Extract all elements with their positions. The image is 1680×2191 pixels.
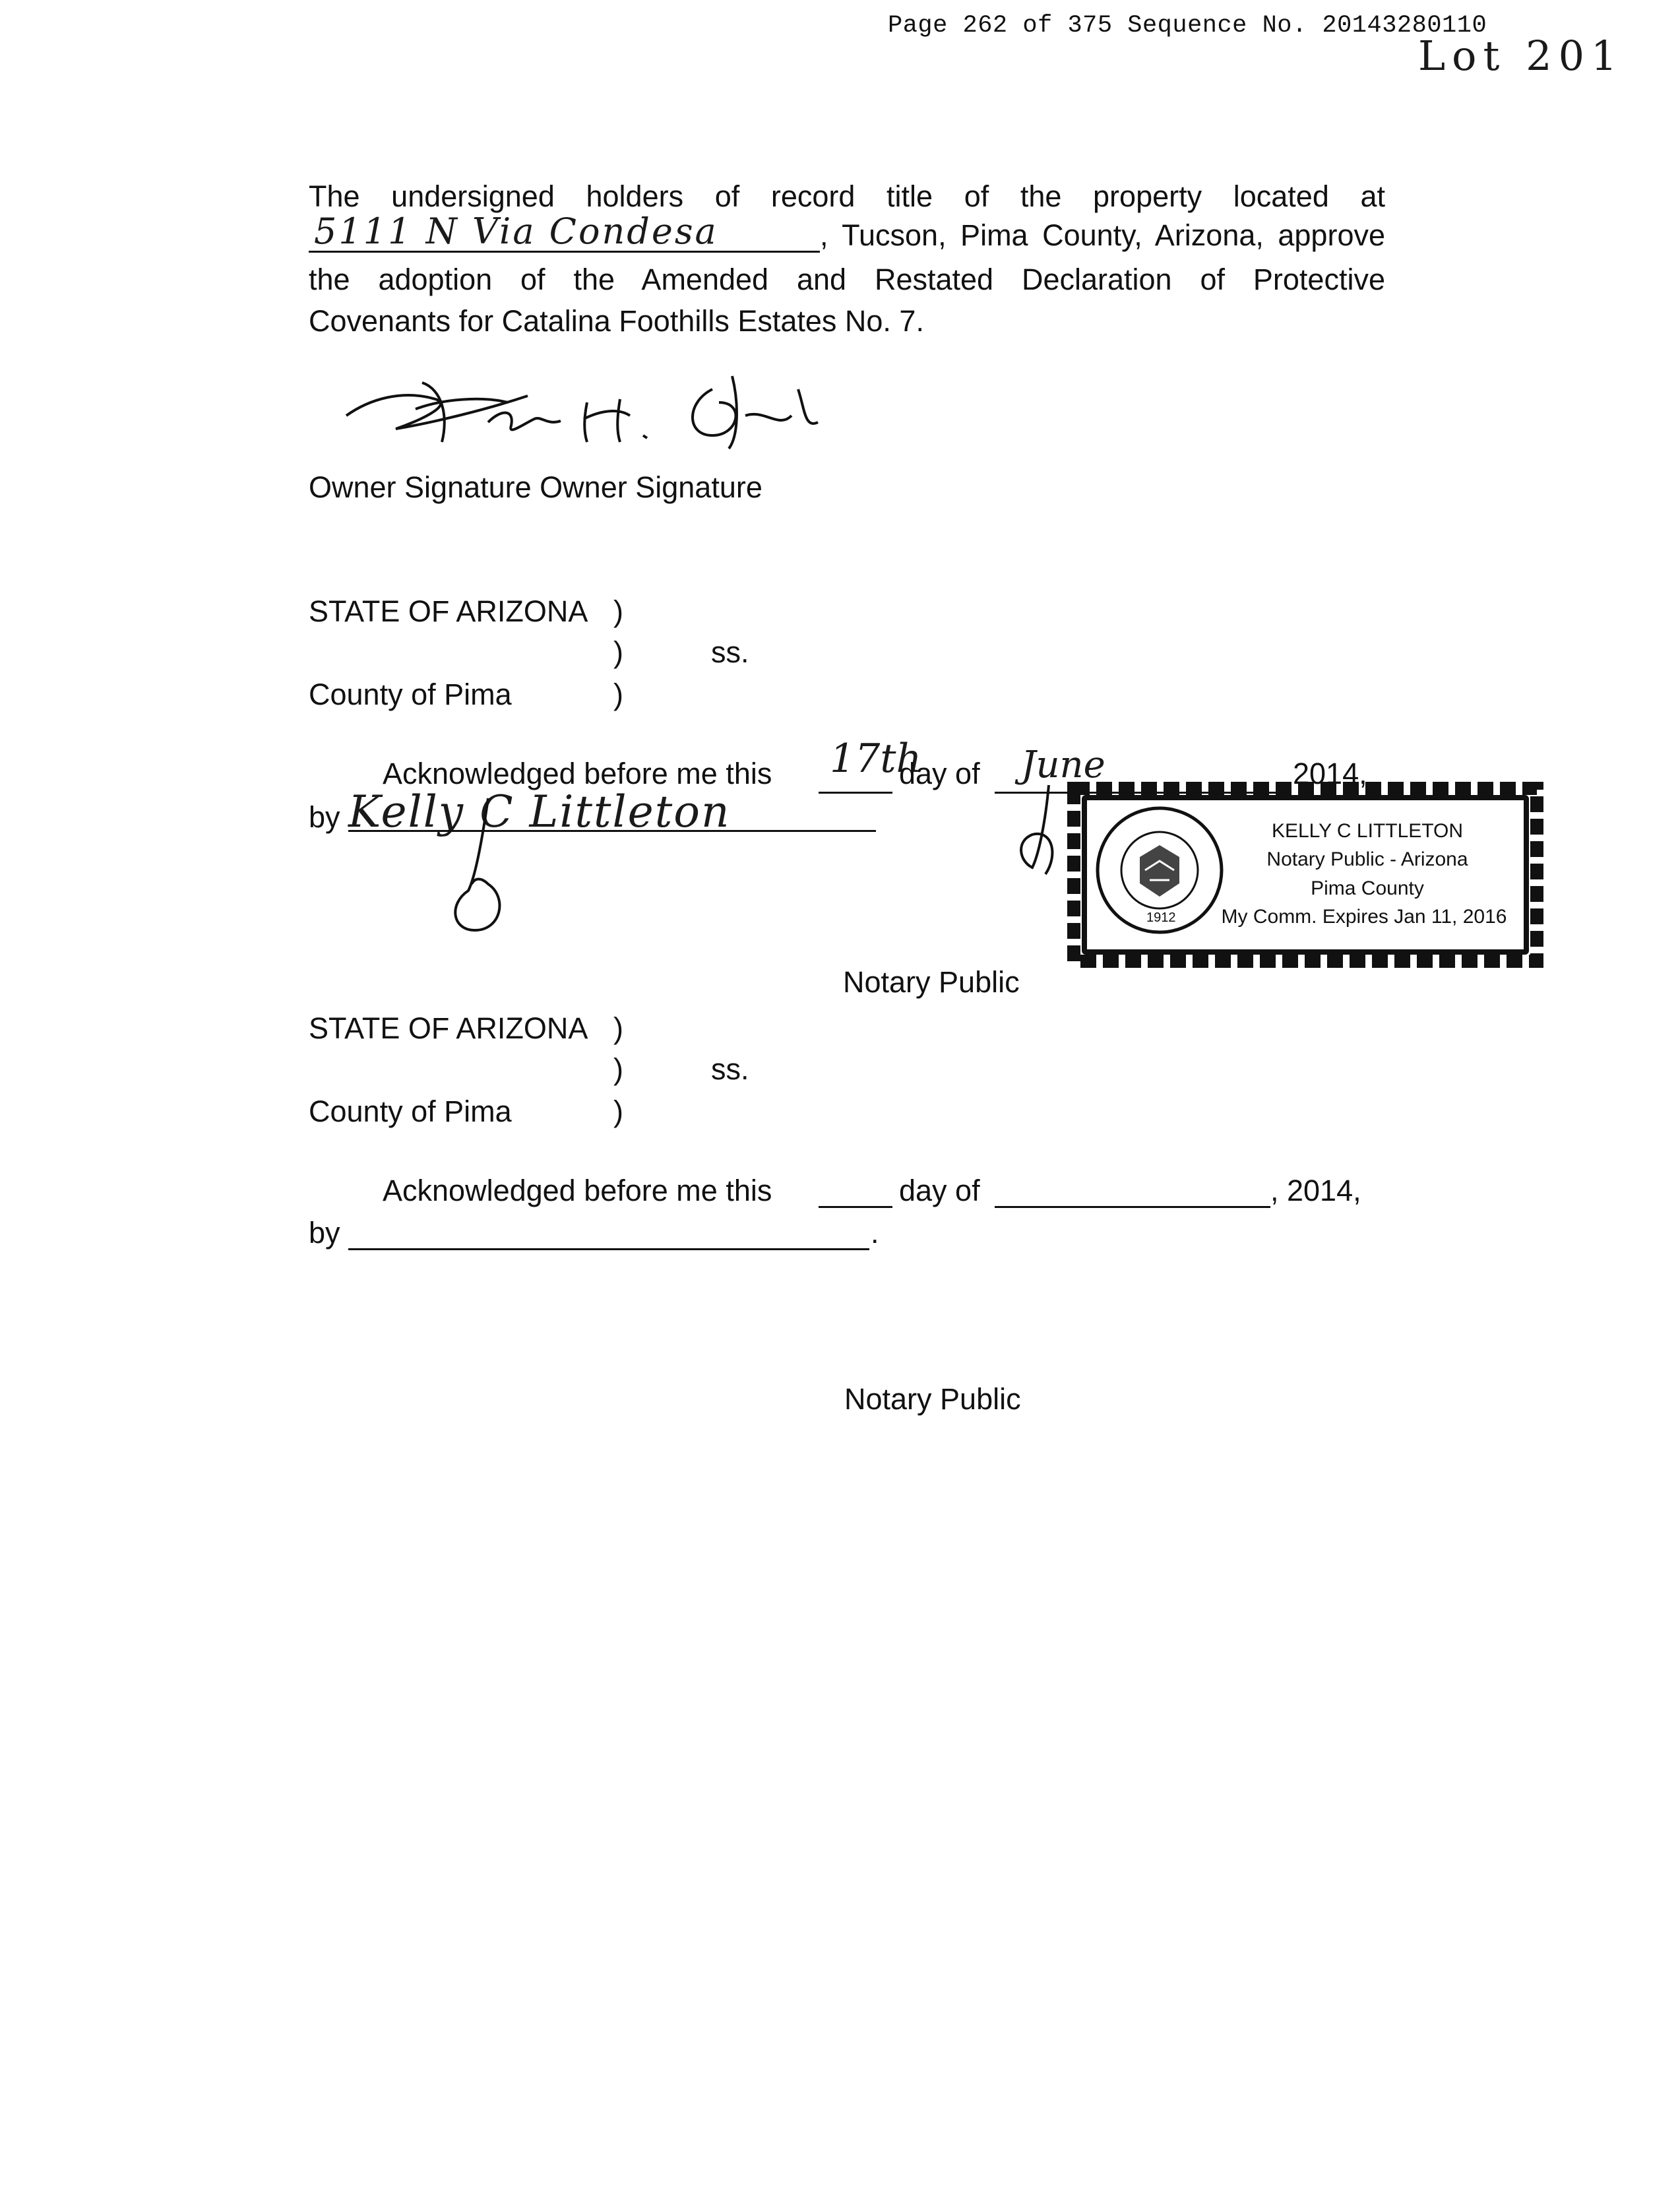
county-label-2: County of Pima (309, 1095, 512, 1128)
paren-2a: ) (613, 1011, 623, 1045)
ack-prefix-2: Acknowledged before me this (383, 1174, 772, 1207)
paren-1a: ) (613, 594, 623, 628)
handwritten-day: 17th (830, 736, 922, 782)
paren-1b: ) (613, 635, 623, 669)
intro-line-4: Covenants for Catalina Foothills Estates No. 7. (309, 304, 924, 338)
by-line-1 (309, 786, 968, 852)
commission-expiry: My Comm. Expires Jan 11, 2016 (1221, 906, 1507, 928)
intro-line-2-rest: , Tucson, Pima County, Arizona, approve (820, 218, 1385, 252)
year-1: 2014, (1293, 757, 1367, 790)
state-label-2: STATE OF ARIZONA (309, 1011, 588, 1045)
day-of-2: day of (899, 1174, 980, 1207)
intro-line-1: The undersigned holders of record title of the property located at (309, 179, 1385, 213)
ack-prefix-1: Acknowledged before me this (383, 757, 772, 790)
paren-1c: ) (613, 678, 623, 711)
lot-number-note: Lot 201 (1418, 32, 1624, 80)
state-label-1: STATE OF ARIZONA (309, 594, 588, 628)
notary-public-label-2: Notary Public (844, 1382, 1021, 1416)
day-of-1: day of (899, 757, 980, 790)
intro-line-2 (309, 210, 1385, 256)
by-underline-2 (348, 1248, 869, 1250)
notary-title: Notary Public - Arizona (1266, 848, 1468, 870)
handwritten-notary-name: Kelly C Littleton (348, 786, 731, 837)
ss-label-2: ss. (711, 1052, 749, 1086)
notary-county: Pima County (1311, 877, 1424, 899)
by-label-1: by (309, 800, 340, 834)
by-label-2: by (309, 1216, 340, 1250)
by-line-2 (309, 1218, 902, 1257)
year-2: , 2014, (1270, 1174, 1361, 1207)
month-underline-2 (995, 1206, 1270, 1208)
day-underline-2 (819, 1206, 892, 1208)
acknowledgment-line-2 (309, 1176, 1390, 1215)
seal-year: 1912 (1146, 910, 1176, 925)
paren-2b: ) (613, 1052, 623, 1086)
month-loop-mark (1012, 782, 1072, 881)
by-underline-1 (348, 830, 876, 832)
paren-2c: ) (613, 1095, 623, 1128)
handwritten-address: 5111 N Via Condesa (314, 210, 718, 252)
owner-signature-label: Owner Signature Owner Signature (309, 470, 762, 504)
day-underline-1 (819, 792, 892, 794)
page-sequence-header: Page 262 of 375 Sequence No. 20143280110 (888, 12, 1487, 40)
county-label-1: County of Pima (309, 678, 512, 711)
by-end-2: . (871, 1216, 879, 1250)
signature-loop-mark (435, 792, 528, 937)
notary-public-label-1: Notary Public (843, 965, 1020, 999)
notary-name: KELLY C LITTLETON (1271, 820, 1464, 842)
address-underline (309, 251, 820, 253)
intro-line-3: the adoption of the Amended and Restated Declaration of Protective (309, 263, 1385, 296)
ss-label-1: ss. (711, 635, 749, 669)
notary-stamp (1067, 782, 1543, 968)
handwritten-month: June (1021, 744, 1105, 786)
owner-signature (343, 363, 844, 455)
